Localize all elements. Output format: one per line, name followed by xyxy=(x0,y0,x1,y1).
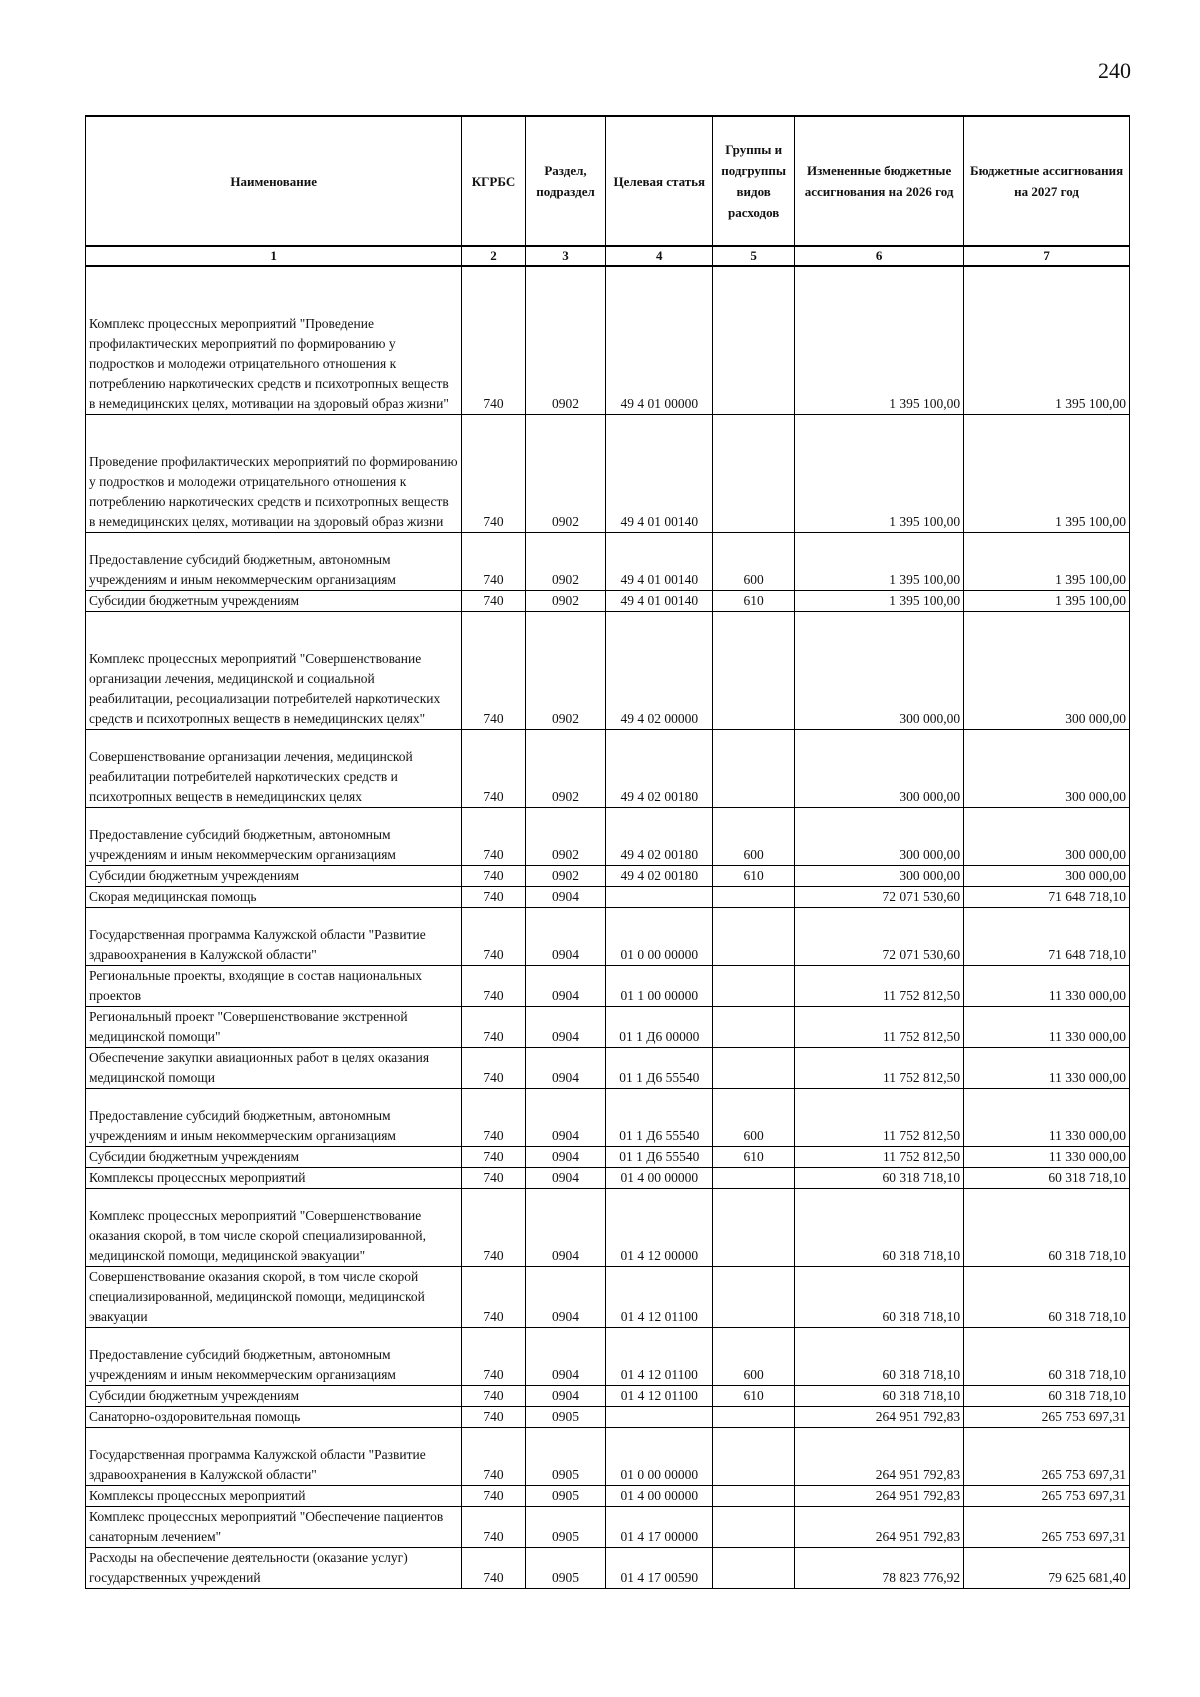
row-amount-2026: 264 951 792,83 xyxy=(795,1485,964,1506)
row-kgrbs: 740 xyxy=(462,1188,525,1266)
row-name: Комплекс процессных мероприятий "Совершенствование организации лечения, медицинской и социальной реабилитации, ресоциализации потребителей наркотических средств и психотропных веществ в немедицинских целях" xyxy=(86,611,462,729)
table-row xyxy=(86,907,1130,965)
row-amount-2027: 11 330 000,00 xyxy=(964,1006,1130,1047)
row-amount-2026: 300 000,00 xyxy=(795,611,964,729)
column-number: 3 xyxy=(525,246,606,266)
budget-table xyxy=(85,115,1130,1589)
row-section: 0902 xyxy=(525,414,606,532)
row-group xyxy=(713,1547,795,1588)
row-group: 600 xyxy=(713,807,795,865)
row-group: 610 xyxy=(713,590,795,611)
row-target: 01 1 Д6 00000 xyxy=(606,1006,713,1047)
row-group xyxy=(713,1266,795,1327)
row-amount-2026: 60 318 718,10 xyxy=(795,1167,964,1188)
row-name: Комплекс процессных мероприятий "Проведение профилактических мероприятий по формированию у подростков и молодежи отрицательного отношения к потреблению наркотических средств и психотропных веществ в немедицинских целях, мотивации на здоровый образ жизни" xyxy=(86,266,462,414)
row-name: Государственная программа Калужской области "Развитие здравоохранения в Калужской области" xyxy=(86,1427,462,1485)
row-section: 0902 xyxy=(525,807,606,865)
row-group xyxy=(713,1485,795,1506)
row-target: 01 4 00 00000 xyxy=(606,1485,713,1506)
row-target: 01 1 00 00000 xyxy=(606,965,713,1006)
header-kgrbs: КГРБС xyxy=(462,116,525,246)
row-group: 610 xyxy=(713,1146,795,1167)
row-kgrbs: 740 xyxy=(462,1146,525,1167)
row-amount-2027: 1 395 100,00 xyxy=(964,414,1130,532)
row-target: 01 0 00 00000 xyxy=(606,907,713,965)
row-group xyxy=(713,907,795,965)
row-target: 49 4 01 00140 xyxy=(606,590,713,611)
row-kgrbs: 740 xyxy=(462,1506,525,1547)
table-row xyxy=(86,1006,1130,1047)
table-row xyxy=(86,1406,1130,1427)
table-row xyxy=(86,807,1130,865)
row-group xyxy=(713,729,795,807)
table-row xyxy=(86,886,1130,907)
column-number: 6 xyxy=(795,246,964,266)
row-name: Предоставление субсидий бюджетным, автономным учреждениям и иным некоммерческим организациям xyxy=(86,807,462,865)
row-section: 0905 xyxy=(525,1406,606,1427)
row-target: 01 4 00 00000 xyxy=(606,1167,713,1188)
row-name: Предоставление субсидий бюджетным, автономным учреждениям и иным некоммерческим организациям xyxy=(86,1088,462,1146)
row-amount-2027: 265 753 697,31 xyxy=(964,1506,1130,1547)
row-amount-2026: 300 000,00 xyxy=(795,807,964,865)
page-number: 240 xyxy=(1098,58,1131,83)
row-amount-2027: 265 753 697,31 xyxy=(964,1427,1130,1485)
row-kgrbs: 740 xyxy=(462,1266,525,1327)
row-target: 49 4 02 00000 xyxy=(606,611,713,729)
row-amount-2026: 60 318 718,10 xyxy=(795,1327,964,1385)
table-row xyxy=(86,965,1130,1006)
row-amount-2027: 60 318 718,10 xyxy=(964,1188,1130,1266)
row-group xyxy=(713,1406,795,1427)
row-name: Санаторно-оздоровительная помощь xyxy=(86,1406,462,1427)
table-row xyxy=(86,590,1130,611)
row-section: 0902 xyxy=(525,532,606,590)
table-row xyxy=(86,1167,1130,1188)
row-target: 01 4 17 00590 xyxy=(606,1547,713,1588)
row-amount-2027: 60 318 718,10 xyxy=(964,1327,1130,1385)
row-group xyxy=(713,1167,795,1188)
row-name: Субсидии бюджетным учреждениям xyxy=(86,865,462,886)
row-kgrbs: 740 xyxy=(462,965,525,1006)
row-amount-2027: 71 648 718,10 xyxy=(964,907,1130,965)
header-2026: Измененные бюджетные ассигнования на 2026 год xyxy=(795,116,964,246)
row-amount-2026: 264 951 792,83 xyxy=(795,1427,964,1485)
table-row xyxy=(86,1427,1130,1485)
row-name: Совершенствование оказания скорой, в том числе скорой специализированной, медицинской помощи, медицинской эвакуации xyxy=(86,1266,462,1327)
table-row xyxy=(86,729,1130,807)
row-name: Предоставление субсидий бюджетным, автономным учреждениям и иным некоммерческим организациям xyxy=(86,532,462,590)
row-target: 49 4 01 00000 xyxy=(606,266,713,414)
row-amount-2027: 265 753 697,31 xyxy=(964,1485,1130,1506)
row-kgrbs: 740 xyxy=(462,865,525,886)
table-row xyxy=(86,1485,1130,1506)
header-2027: Бюджетные ассигнования на 2027 год xyxy=(964,116,1130,246)
row-target: 01 4 12 01100 xyxy=(606,1327,713,1385)
row-amount-2026: 11 752 812,50 xyxy=(795,1146,964,1167)
row-kgrbs: 740 xyxy=(462,729,525,807)
table-row xyxy=(86,1088,1130,1146)
table-row xyxy=(86,532,1130,590)
row-section: 0904 xyxy=(525,1047,606,1088)
row-kgrbs: 740 xyxy=(462,886,525,907)
row-section: 0904 xyxy=(525,1006,606,1047)
row-target: 49 4 01 00140 xyxy=(606,414,713,532)
row-group: 600 xyxy=(713,532,795,590)
row-group: 600 xyxy=(713,1088,795,1146)
header-section: Раздел, подраздел xyxy=(525,116,606,246)
row-target: 01 0 00 00000 xyxy=(606,1427,713,1485)
row-amount-2026: 11 752 812,50 xyxy=(795,1006,964,1047)
row-name: Комплексы процессных мероприятий xyxy=(86,1485,462,1506)
row-section: 0904 xyxy=(525,1167,606,1188)
row-kgrbs: 740 xyxy=(462,1047,525,1088)
table-row xyxy=(86,1547,1130,1588)
row-section: 0904 xyxy=(525,907,606,965)
row-target: 01 1 Д6 55540 xyxy=(606,1146,713,1167)
row-kgrbs: 740 xyxy=(462,1088,525,1146)
row-amount-2027: 300 000,00 xyxy=(964,729,1130,807)
row-amount-2026: 1 395 100,00 xyxy=(795,266,964,414)
row-target: 49 4 01 00140 xyxy=(606,532,713,590)
row-kgrbs: 740 xyxy=(462,1327,525,1385)
row-kgrbs: 740 xyxy=(462,1006,525,1047)
row-kgrbs: 740 xyxy=(462,907,525,965)
row-amount-2027: 60 318 718,10 xyxy=(964,1385,1130,1406)
row-kgrbs: 740 xyxy=(462,1485,525,1506)
row-target: 01 1 Д6 55540 xyxy=(606,1047,713,1088)
row-name: Комплекс процессных мероприятий "Совершенствование оказания скорой, в том числе скорой специализированной, медицинской помощи, медицинской эвакуации" xyxy=(86,1188,462,1266)
row-group xyxy=(713,611,795,729)
header-row xyxy=(86,116,1130,246)
row-name: Региональный проект "Совершенствование экстренной медицинской помощи" xyxy=(86,1006,462,1047)
row-kgrbs: 740 xyxy=(462,611,525,729)
row-target xyxy=(606,1406,713,1427)
row-section: 0904 xyxy=(525,1088,606,1146)
row-amount-2027: 300 000,00 xyxy=(964,611,1130,729)
row-section: 0902 xyxy=(525,590,606,611)
table-row xyxy=(86,1188,1130,1266)
row-amount-2027: 300 000,00 xyxy=(964,807,1130,865)
row-section: 0904 xyxy=(525,886,606,907)
row-section: 0904 xyxy=(525,1146,606,1167)
row-group xyxy=(713,1188,795,1266)
row-name: Комплекс процессных мероприятий "Обеспечение пациентов санаторным лечением" xyxy=(86,1506,462,1547)
row-section: 0905 xyxy=(525,1485,606,1506)
row-group: 610 xyxy=(713,1385,795,1406)
row-name: Обеспечение закупки авиационных работ в целях оказания медицинской помощи xyxy=(86,1047,462,1088)
row-amount-2026: 11 752 812,50 xyxy=(795,965,964,1006)
row-target xyxy=(606,886,713,907)
table-row xyxy=(86,1506,1130,1547)
row-target: 01 4 12 01100 xyxy=(606,1266,713,1327)
row-group xyxy=(713,1427,795,1485)
row-name: Государственная программа Калужской области "Развитие здравоохранения в Калужской области" xyxy=(86,907,462,965)
row-group xyxy=(713,886,795,907)
row-amount-2026: 264 951 792,83 xyxy=(795,1506,964,1547)
row-target: 01 4 12 00000 xyxy=(606,1188,713,1266)
row-amount-2026: 1 395 100,00 xyxy=(795,414,964,532)
row-amount-2026: 264 951 792,83 xyxy=(795,1406,964,1427)
row-amount-2027: 300 000,00 xyxy=(964,865,1130,886)
row-section: 0904 xyxy=(525,1188,606,1266)
row-amount-2027: 1 395 100,00 xyxy=(964,590,1130,611)
row-amount-2027: 1 395 100,00 xyxy=(964,266,1130,414)
row-name: Скорая медицинская помощь xyxy=(86,886,462,907)
row-amount-2027: 71 648 718,10 xyxy=(964,886,1130,907)
row-section: 0902 xyxy=(525,611,606,729)
row-amount-2027: 60 318 718,10 xyxy=(964,1266,1130,1327)
row-kgrbs: 740 xyxy=(462,1167,525,1188)
row-kgrbs: 740 xyxy=(462,1406,525,1427)
row-group xyxy=(713,414,795,532)
row-name: Совершенствование организации лечения, медицинской реабилитации потребителей наркотических средств и психотропных веществ в немедицинских целях xyxy=(86,729,462,807)
row-amount-2026: 11 752 812,50 xyxy=(795,1047,964,1088)
row-target: 01 4 17 00000 xyxy=(606,1506,713,1547)
row-target: 49 4 02 00180 xyxy=(606,729,713,807)
row-amount-2027: 1 395 100,00 xyxy=(964,532,1130,590)
row-amount-2026: 300 000,00 xyxy=(795,729,964,807)
row-section: 0902 xyxy=(525,266,606,414)
row-section: 0902 xyxy=(525,865,606,886)
row-kgrbs: 740 xyxy=(462,1385,525,1406)
row-group xyxy=(713,266,795,414)
row-section: 0905 xyxy=(525,1427,606,1485)
table-row xyxy=(86,611,1130,729)
row-kgrbs: 740 xyxy=(462,807,525,865)
row-section: 0905 xyxy=(525,1506,606,1547)
row-kgrbs: 740 xyxy=(462,590,525,611)
table-row xyxy=(86,266,1130,414)
row-amount-2026: 78 823 776,92 xyxy=(795,1547,964,1588)
row-amount-2026: 60 318 718,10 xyxy=(795,1266,964,1327)
row-amount-2027: 11 330 000,00 xyxy=(964,1088,1130,1146)
row-amount-2026: 1 395 100,00 xyxy=(795,590,964,611)
row-section: 0904 xyxy=(525,1327,606,1385)
header-group: Группы и подгруппы видов расходов xyxy=(713,116,795,246)
table-row xyxy=(86,1327,1130,1385)
row-section: 0904 xyxy=(525,965,606,1006)
row-name: Проведение профилактических мероприятий по формированию у подростков и молодежи отрицательного отношения к потреблению наркотических средств и психотропных веществ в немедицинских целях, мотивации на здоровый образ жизни xyxy=(86,414,462,532)
table-row xyxy=(86,1047,1130,1088)
row-name: Субсидии бюджетным учреждениям xyxy=(86,1385,462,1406)
row-amount-2027: 11 330 000,00 xyxy=(964,965,1130,1006)
row-amount-2026: 1 395 100,00 xyxy=(795,532,964,590)
row-section: 0902 xyxy=(525,729,606,807)
header-target: Целевая статья xyxy=(606,116,713,246)
column-number: 1 xyxy=(86,246,462,266)
row-kgrbs: 740 xyxy=(462,1427,525,1485)
table-row xyxy=(86,1146,1130,1167)
table-body xyxy=(86,266,1130,1588)
row-amount-2026: 72 071 530,60 xyxy=(795,907,964,965)
table-row xyxy=(86,414,1130,532)
column-number: 7 xyxy=(964,246,1130,266)
row-amount-2026: 11 752 812,50 xyxy=(795,1088,964,1146)
row-amount-2026: 60 318 718,10 xyxy=(795,1188,964,1266)
row-group xyxy=(713,1047,795,1088)
row-group xyxy=(713,965,795,1006)
row-kgrbs: 740 xyxy=(462,266,525,414)
row-name: Комплексы процессных мероприятий xyxy=(86,1167,462,1188)
row-group xyxy=(713,1506,795,1547)
row-name: Региональные проекты, входящие в состав национальных проектов xyxy=(86,965,462,1006)
header-name: Наименование xyxy=(86,116,462,246)
row-target: 49 4 02 00180 xyxy=(606,865,713,886)
row-amount-2027: 79 625 681,40 xyxy=(964,1547,1130,1588)
row-amount-2026: 300 000,00 xyxy=(795,865,964,886)
row-target: 01 1 Д6 55540 xyxy=(606,1088,713,1146)
row-section: 0905 xyxy=(525,1547,606,1588)
column-number: 4 xyxy=(606,246,713,266)
table-row xyxy=(86,1266,1130,1327)
row-target: 49 4 02 00180 xyxy=(606,807,713,865)
row-group: 610 xyxy=(713,865,795,886)
row-group: 600 xyxy=(713,1327,795,1385)
table-row xyxy=(86,865,1130,886)
row-name: Субсидии бюджетным учреждениям xyxy=(86,590,462,611)
row-section: 0904 xyxy=(525,1266,606,1327)
row-name: Расходы на обеспечение деятельности (оказание услуг) государственных учреждений xyxy=(86,1547,462,1588)
row-name: Субсидии бюджетным учреждениям xyxy=(86,1146,462,1167)
row-amount-2026: 60 318 718,10 xyxy=(795,1385,964,1406)
row-amount-2027: 11 330 000,00 xyxy=(964,1146,1130,1167)
row-group xyxy=(713,1006,795,1047)
row-amount-2027: 265 753 697,31 xyxy=(964,1406,1130,1427)
row-amount-2027: 11 330 000,00 xyxy=(964,1047,1130,1088)
table-row xyxy=(86,1385,1130,1406)
row-name: Предоставление субсидий бюджетным, автономным учреждениям и иным некоммерческим организациям xyxy=(86,1327,462,1385)
column-number-row xyxy=(86,246,1130,266)
row-kgrbs: 740 xyxy=(462,414,525,532)
row-kgrbs: 740 xyxy=(462,1547,525,1588)
row-amount-2027: 60 318 718,10 xyxy=(964,1167,1130,1188)
row-section: 0904 xyxy=(525,1385,606,1406)
column-number: 5 xyxy=(713,246,795,266)
row-amount-2026: 72 071 530,60 xyxy=(795,886,964,907)
row-kgrbs: 740 xyxy=(462,532,525,590)
column-number: 2 xyxy=(462,246,525,266)
row-target: 01 4 12 01100 xyxy=(606,1385,713,1406)
